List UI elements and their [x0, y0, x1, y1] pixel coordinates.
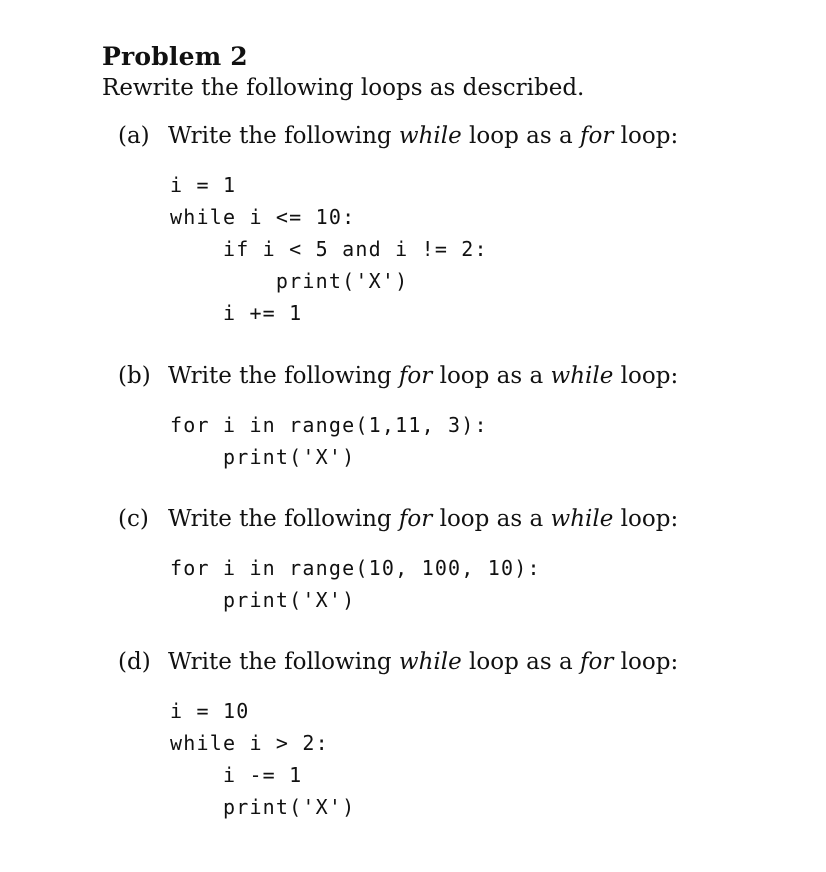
code-block — [170, 169, 488, 329]
instruction-middle: loop as a — [432, 363, 551, 389]
part-instruction — [168, 506, 678, 532]
instruction-prefix: Write the following — [168, 123, 399, 149]
code-block — [170, 695, 355, 823]
code-line: i = 10 — [170, 699, 250, 723]
part-instruction — [168, 123, 678, 149]
code-line: print('X') — [170, 795, 356, 819]
instruction-prefix: Write the following — [168, 363, 399, 389]
code-line: for i in range(1,11, 3): — [170, 413, 488, 437]
code-line: print('X') — [170, 445, 356, 469]
part-label: (c) — [118, 506, 149, 532]
part-label: (d) — [118, 649, 151, 675]
instruction-prefix: Write the following — [168, 649, 399, 675]
part-instruction — [168, 649, 678, 675]
instruction-suffix: loop: — [613, 649, 679, 675]
problem-intro: Rewrite the following loops as described. — [102, 75, 585, 101]
code-line: if i < 5 and i != 2: — [170, 237, 488, 261]
code-block — [170, 409, 488, 473]
instruction-from-kind: while — [398, 649, 462, 675]
instruction-suffix: loop: — [613, 363, 679, 389]
instruction-prefix: Write the following — [168, 506, 399, 532]
part-label: (b) — [118, 363, 151, 389]
part-label: (a) — [118, 123, 150, 149]
code-line: print('X') — [170, 588, 356, 612]
code-line: i = 1 — [170, 173, 237, 197]
code-line: while i <= 10: — [170, 205, 356, 229]
instruction-from-kind: while — [398, 123, 462, 149]
instruction-middle: loop as a — [432, 506, 551, 532]
code-line: while i > 2: — [170, 731, 329, 755]
instruction-suffix: loop: — [613, 506, 679, 532]
code-block — [170, 552, 541, 616]
instruction-to-kind: while — [550, 363, 614, 389]
part-instruction — [168, 363, 678, 389]
instruction-to-kind: for — [580, 123, 614, 149]
code-line: i += 1 — [170, 301, 303, 325]
instruction-to-kind: for — [580, 649, 614, 675]
instruction-suffix: loop: — [613, 123, 679, 149]
problem-title: Problem 2 — [102, 42, 248, 71]
instruction-from-kind: for — [398, 506, 433, 532]
code-line: i -= 1 — [170, 763, 303, 787]
code-line: print('X') — [170, 269, 409, 293]
instruction-middle: loop as a — [461, 123, 580, 149]
instruction-from-kind: for — [398, 363, 433, 389]
instruction-to-kind: while — [550, 506, 614, 532]
code-line: for i in range(10, 100, 10): — [170, 556, 541, 580]
instruction-middle: loop as a — [461, 649, 580, 675]
